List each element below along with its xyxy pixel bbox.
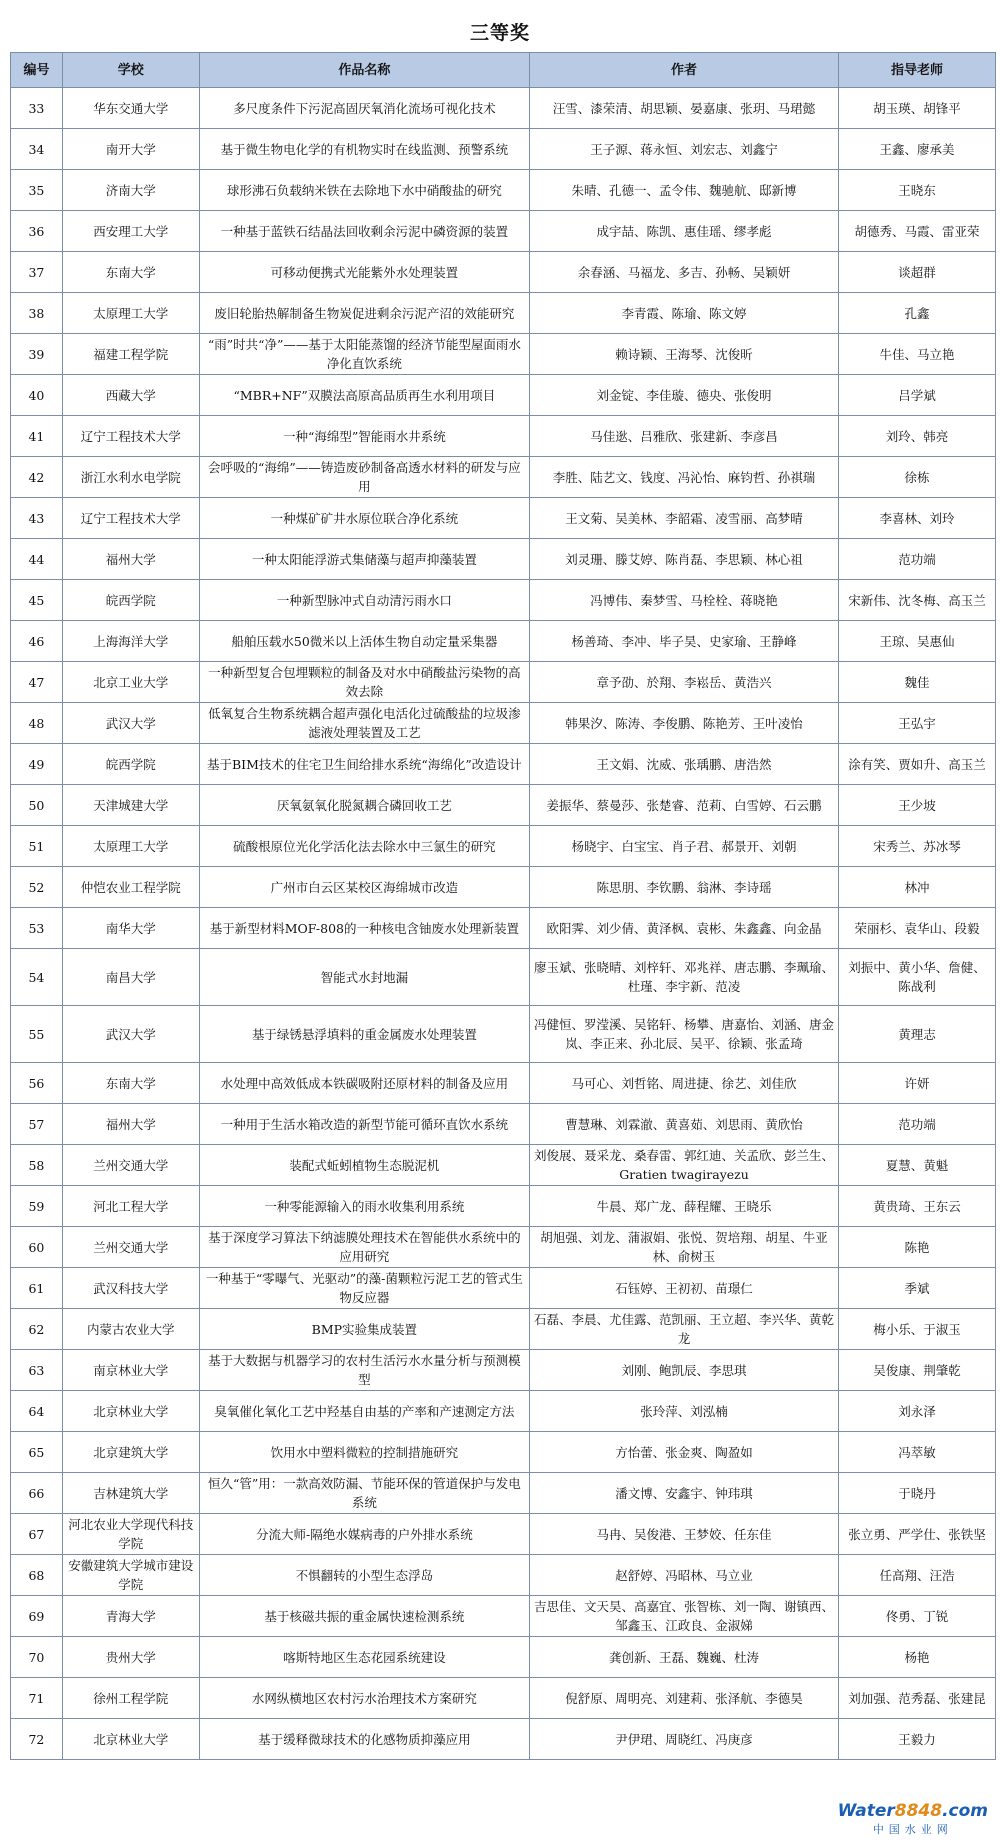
cell-work: 多尺度条件下污泥高固厌氧消化流场可视化技术 [199,88,529,129]
cell-num: 44 [11,539,63,580]
cell-work: 会呼吸的“海绵”——铸造废砂制备高透水材料的研发与应用 [199,457,529,498]
cell-school: 西安理工大学 [62,211,199,252]
cell-num: 64 [11,1391,63,1432]
cell-school: 福州大学 [62,539,199,580]
cell-work: 喀斯特地区生态花园系统建设 [199,1637,529,1678]
cell-work: 一种零能源输入的雨水收集利用系统 [199,1186,529,1227]
cell-authors: 廖玉斌、张晓晴、刘梓轩、邓兆祥、唐志鹏、李珮瑜、杜瑾、李宇新、范凌 [530,949,839,1006]
table-row [11,1186,996,1227]
cell-school: 仲恺农业工程学院 [62,867,199,908]
table-row [11,908,996,949]
cell-authors: 刘刚、鲍凯辰、李思琪 [530,1350,839,1391]
cell-advisor: 佟勇、丁锐 [839,1596,996,1637]
table-row [11,170,996,211]
cell-authors: 李胜、陆艺文、钱度、冯沁怡、麻钧哲、孙祺瑞 [530,457,839,498]
cell-advisor: 季斌 [839,1268,996,1309]
cell-authors: 成宇喆、陈凯、惠佳瑶、缪孝彪 [530,211,839,252]
cell-authors: 张玲萍、刘泓楠 [530,1391,839,1432]
cell-num: 67 [11,1514,63,1555]
cell-advisor: 胡德秀、马霞、雷亚荣 [839,211,996,252]
cell-work: 一种基于蓝铁石结晶法回收剩余污泥中磷资源的装置 [199,211,529,252]
cell-advisor: 牛佳、马立艳 [839,334,996,375]
table-row [11,1596,996,1637]
cell-school: 华东交通大学 [62,88,199,129]
cell-work: 分流大师-隔绝水媒病毒的户外排水系统 [199,1514,529,1555]
cell-authors: 龚创新、王磊、魏巍、杜涛 [530,1637,839,1678]
cell-authors: 杨晓宇、白宝宝、肖子君、郝景开、刘朝 [530,826,839,867]
table-row [11,621,996,662]
cell-school: 浙江水利水电学院 [62,457,199,498]
cell-school: 东南大学 [62,1063,199,1104]
cell-advisor: 徐栋 [839,457,996,498]
cell-work: 恒久“管”用：一款高效防漏、节能环保的管道保护与发电系统 [199,1473,529,1514]
cell-work: 广州市白云区某校区海绵城市改造 [199,867,529,908]
cell-authors: 赖诗颖、王海琴、沈俊昕 [530,334,839,375]
cell-school: 青海大学 [62,1596,199,1637]
cell-authors: 冯健恒、罗滢溪、吴铭轩、杨攀、唐嘉怡、刘涵、唐金岚、李正来、孙北辰、吴平、徐颖、张孟琦 [530,1006,839,1063]
header-work: 作品名称 [199,53,529,88]
cell-authors: 刘俊展、聂采龙、桑春雷、郭红迪、关孟欣、彭兰生、Gratien twagirayezu [530,1145,839,1186]
cell-authors: 吉思佳、文天昊、高嘉宜、张智栋、刘一陶、谢镇西、邹鑫玉、江政良、金淑娣 [530,1596,839,1637]
table-row [11,1006,996,1063]
cell-advisor: 范功端 [839,1104,996,1145]
cell-advisor: 宋新伟、沈冬梅、高玉兰 [839,580,996,621]
cell-advisor: 王琼、吴惠仙 [839,621,996,662]
cell-num: 55 [11,1006,63,1063]
cell-authors: 倪舒原、周明亮、刘建莉、张泽航、李德昊 [530,1678,839,1719]
cell-school: 河北工程大学 [62,1186,199,1227]
cell-authors: 王子源、蒋永恒、刘宏志、刘鑫宁 [530,129,839,170]
cell-school: 济南大学 [62,170,199,211]
cell-authors: 陈思朋、李钦鹏、翁淋、李诗瑶 [530,867,839,908]
cell-school: 辽宁工程技术大学 [62,498,199,539]
header-num: 编号 [11,53,63,88]
table-row [11,457,996,498]
cell-school: 南华大学 [62,908,199,949]
table-header-row [11,53,996,88]
table-row [11,252,996,293]
cell-authors: 余春涵、马福龙、多吉、孙畅、吴颖妍 [530,252,839,293]
cell-advisor: 黄贵琦、王东云 [839,1186,996,1227]
table-row [11,580,996,621]
cell-authors: 欧阳霁、刘少倩、黄泽枫、袁彬、朱鑫鑫、向金晶 [530,908,839,949]
cell-advisor: 吕学斌 [839,375,996,416]
cell-advisor: 荣丽杉、袁华山、段毅 [839,908,996,949]
cell-num: 46 [11,621,63,662]
table-row [11,662,996,703]
cell-num: 50 [11,785,63,826]
cell-num: 40 [11,375,63,416]
cell-work: 一种新型复合包埋颗粒的制备及对水中硝酸盐污染物的高效去除 [199,662,529,703]
cell-num: 54 [11,949,63,1006]
cell-authors: 石磊、李晨、尤佳露、范凯丽、王立超、李兴华、黄乾龙 [530,1309,839,1350]
cell-advisor: 魏佳 [839,662,996,703]
cell-authors: 方怡蕾、张金爽、陶盈如 [530,1432,839,1473]
cell-num: 60 [11,1227,63,1268]
cell-num: 70 [11,1637,63,1678]
cell-num: 69 [11,1596,63,1637]
cell-authors: 汪雪、漆荣清、胡思颖、晏嘉康、张玥、马珺懿 [530,88,839,129]
cell-work: 船舶压载水50微米以上活体生物自动定量采集器 [199,621,529,662]
table-row [11,1227,996,1268]
table-row [11,334,996,375]
cell-work: 厌氧氨氧化脱氮耦合磷回收工艺 [199,785,529,826]
cell-school: 南开大学 [62,129,199,170]
header-advisor: 指导老师 [839,53,996,88]
cell-advisor: 冯萃敏 [839,1432,996,1473]
header-school: 学校 [62,53,199,88]
award-table [10,52,996,1760]
table-row [11,375,996,416]
cell-num: 34 [11,129,63,170]
cell-advisor: 于晓丹 [839,1473,996,1514]
cell-advisor: 刘玲、韩亮 [839,416,996,457]
cell-advisor: 涂有笑、贾如升、高玉兰 [839,744,996,785]
table-row [11,1104,996,1145]
table-row [11,498,996,539]
table-row [11,1268,996,1309]
cell-advisor: 刘振中、黄小华、詹健、陈战利 [839,949,996,1006]
cell-authors: 石钰婷、王初初、苗璟仁 [530,1268,839,1309]
cell-work: 基于大数据与机器学习的农村生活污水水量分析与预测模型 [199,1350,529,1391]
cell-authors: 马可心、刘哲铭、周进捷、徐艺、刘佳欣 [530,1063,839,1104]
cell-school: 兰州交通大学 [62,1227,199,1268]
table-row [11,1678,996,1719]
cell-school: 天津城建大学 [62,785,199,826]
cell-num: 56 [11,1063,63,1104]
table-row [11,1309,996,1350]
table-row [11,1473,996,1514]
cell-num: 68 [11,1555,63,1596]
cell-advisor: 王鑫、廖承美 [839,129,996,170]
cell-work: 基于核磁共振的重金属快速检测系统 [199,1596,529,1637]
cell-work: 臭氧催化氧化工艺中羟基自由基的产率和产速测定方法 [199,1391,529,1432]
cell-school: 北京林业大学 [62,1391,199,1432]
cell-work: 废旧轮胎热解制备生物炭促进剩余污泥产沼的效能研究 [199,293,529,334]
cell-advisor: 张立勇、严学仕、张铁坚 [839,1514,996,1555]
cell-advisor: 谈超群 [839,252,996,293]
cell-num: 45 [11,580,63,621]
cell-work: 智能式水封地漏 [199,949,529,1006]
table-row [11,744,996,785]
cell-work: 基于微生物电化学的有机物实时在线监测、预警系统 [199,129,529,170]
cell-school: 武汉科技大学 [62,1268,199,1309]
cell-num: 65 [11,1432,63,1473]
cell-advisor: 黄理志 [839,1006,996,1063]
table-row [11,1350,996,1391]
cell-school: 西藏大学 [62,375,199,416]
cell-num: 52 [11,867,63,908]
cell-advisor: 许妍 [839,1063,996,1104]
cell-school: 安徽建筑大学城市建设学院 [62,1555,199,1596]
cell-school: 北京建筑大学 [62,1432,199,1473]
cell-num: 59 [11,1186,63,1227]
cell-work: 基于新型材料MOF-808的一种核电含铀废水处理新装置 [199,908,529,949]
cell-school: 吉林建筑大学 [62,1473,199,1514]
cell-advisor: 吴俊康、荆肇乾 [839,1350,996,1391]
cell-num: 35 [11,170,63,211]
cell-work: “雨”时共“净”——基于太阳能蒸馏的经济节能型屋面雨水净化直饮系统 [199,334,529,375]
table-row [11,867,996,908]
cell-num: 57 [11,1104,63,1145]
cell-work: BMP实验集成装置 [199,1309,529,1350]
cell-advisor: 王晓东 [839,170,996,211]
table-row [11,1637,996,1678]
cell-work: 基于BIM技术的住宅卫生间给排水系统“海绵化”改造设计 [199,744,529,785]
cell-work: 一种基于“零曝气、光驱动”的藻-菌颗粒污泥工艺的管式生物反应器 [199,1268,529,1309]
cell-authors: 韩果汐、陈涛、李俊鹏、陈艳芳、王叶凌怡 [530,703,839,744]
cell-work: 基于缓释微球技术的化感物质抑藻应用 [199,1719,529,1760]
cell-num: 38 [11,293,63,334]
cell-advisor: 刘加强、范秀磊、张建昆 [839,1678,996,1719]
cell-school: 内蒙古农业大学 [62,1309,199,1350]
cell-advisor: 李喜林、刘玲 [839,498,996,539]
cell-authors: 胡旭强、刘龙、蒲淑娟、张悦、贺培翔、胡星、牛亚林、俞树玉 [530,1227,839,1268]
cell-authors: 王文娟、沈威、张瑀鹏、唐浩然 [530,744,839,785]
cell-num: 71 [11,1678,63,1719]
cell-authors: 尹伊珺、周晓红、冯庚彦 [530,1719,839,1760]
cell-num: 72 [11,1719,63,1760]
cell-work: 硫酸根原位光化学活化法去除水中三氯生的研究 [199,826,529,867]
cell-advisor: 杨艳 [839,1637,996,1678]
table-row [11,1063,996,1104]
cell-num: 62 [11,1309,63,1350]
cell-num: 43 [11,498,63,539]
header-authors: 作者 [530,53,839,88]
cell-work: 水处理中高效低成本铁碳吸附还原材料的制备及应用 [199,1063,529,1104]
cell-advisor: 夏慧、黄魁 [839,1145,996,1186]
cell-authors: 潘文博、安鑫宇、钟玮琪 [530,1473,839,1514]
cell-school: 上海海洋大学 [62,621,199,662]
table-row [11,416,996,457]
cell-work: 低氧复合生物系统耦合超声强化电活化过硫酸盐的垃圾渗滤液处理装置及工艺 [199,703,529,744]
cell-work: 水网纵横地区农村污水治理技术方案研究 [199,1678,529,1719]
cell-school: 皖西学院 [62,744,199,785]
cell-advisor: 林冲 [839,867,996,908]
cell-school: 南京林业大学 [62,1350,199,1391]
cell-authors: 李青霞、陈瑜、陈文婷 [530,293,839,334]
table-row [11,1719,996,1760]
cell-num: 61 [11,1268,63,1309]
cell-authors: 牛晨、郑广龙、薛程耀、王晓乐 [530,1186,839,1227]
cell-school: 辽宁工程技术大学 [62,416,199,457]
cell-num: 48 [11,703,63,744]
cell-advisor: 王毅力 [839,1719,996,1760]
cell-authors: 刘灵珊、滕艾婷、陈肖磊、李思颖、林心祖 [530,539,839,580]
table-row [11,1432,996,1473]
cell-authors: 曹慧琳、刘霖澈、黄喜茹、刘思雨、黄欣怡 [530,1104,839,1145]
cell-authors: 赵舒婷、冯昭林、马立业 [530,1555,839,1596]
cell-school: 福建工程学院 [62,334,199,375]
table-row [11,211,996,252]
table-row [11,539,996,580]
cell-work: 一种用于生活水箱改造的新型节能可循环直饮水系统 [199,1104,529,1145]
cell-advisor: 刘永泽 [839,1391,996,1432]
table-row [11,826,996,867]
cell-advisor: 孔鑫 [839,293,996,334]
cell-num: 36 [11,211,63,252]
cell-advisor: 胡玉瑛、胡锋平 [839,88,996,129]
cell-school: 河北农业大学现代科技学院 [62,1514,199,1555]
cell-advisor: 任高翔、汪浩 [839,1555,996,1596]
cell-num: 41 [11,416,63,457]
table-row [11,88,996,129]
cell-num: 42 [11,457,63,498]
cell-school: 皖西学院 [62,580,199,621]
cell-school: 东南大学 [62,252,199,293]
table-row [11,293,996,334]
cell-work: 饮用水中塑料微粒的控制措施研究 [199,1432,529,1473]
cell-num: 53 [11,908,63,949]
cell-num: 37 [11,252,63,293]
cell-advisor: 王弘宇 [839,703,996,744]
cell-school: 福州大学 [62,1104,199,1145]
cell-school: 北京林业大学 [62,1719,199,1760]
cell-num: 66 [11,1473,63,1514]
cell-work: 一种“海绵型”智能雨水井系统 [199,416,529,457]
cell-work: 一种新型脉冲式自动清污雨水口 [199,580,529,621]
table-row [11,703,996,744]
cell-num: 51 [11,826,63,867]
cell-work: 球形沸石负载纳米铁在去除地下水中硝酸盐的研究 [199,170,529,211]
cell-authors: 章予劭、於翔、李崧岳、黄浩兴 [530,662,839,703]
cell-advisor: 宋秀兰、苏冰琴 [839,826,996,867]
cell-school: 太原理工大学 [62,293,199,334]
cell-work: 不惧翻转的小型生态浮岛 [199,1555,529,1596]
cell-num: 49 [11,744,63,785]
cell-work: “MBR+NF”双膜法高原高品质再生水利用项目 [199,375,529,416]
cell-school: 太原理工大学 [62,826,199,867]
cell-authors: 杨善琦、李冲、毕子昊、史家瑜、王静峰 [530,621,839,662]
cell-authors: 冯博伟、秦梦雪、马栓栓、蒋晓艳 [530,580,839,621]
table-row [11,1555,996,1596]
cell-work: 基于绿锈悬浮填料的重金属废水处理装置 [199,1006,529,1063]
table-row [11,129,996,170]
cell-authors: 马佳逖、吕雅欣、张建新、李彦昌 [530,416,839,457]
cell-num: 58 [11,1145,63,1186]
cell-school: 南昌大学 [62,949,199,1006]
cell-authors: 刘金锭、李佳璇、德央、张俊明 [530,375,839,416]
cell-work: 一种太阳能浮游式集储藻与超声抑藻装置 [199,539,529,580]
cell-work: 基于深度学习算法下纳滤膜处理技术在智能供水系统中的应用研究 [199,1227,529,1268]
cell-work: 一种煤矿矿井水原位联合净化系统 [199,498,529,539]
cell-num: 63 [11,1350,63,1391]
cell-authors: 朱晴、孔德一、孟令伟、魏驰航、邸新博 [530,170,839,211]
table-row [11,785,996,826]
cell-authors: 王文菊、吴美林、李韶霜、凌雪丽、高梦晴 [530,498,839,539]
site-logo: Water8848.com 中国水业网 [837,1801,988,1836]
cell-advisor: 梅小乐、于淑玉 [839,1309,996,1350]
cell-school: 武汉大学 [62,703,199,744]
cell-num: 39 [11,334,63,375]
cell-school: 兰州交通大学 [62,1145,199,1186]
table-row [11,1145,996,1186]
table-row [11,949,996,1006]
page-title: 三等奖 [469,22,530,44]
cell-school: 徐州工程学院 [62,1678,199,1719]
cell-work: 可移动便携式光能紫外水处理装置 [199,252,529,293]
cell-authors: 马冉、吴俊港、王梦姣、任东佳 [530,1514,839,1555]
table-row [11,1514,996,1555]
cell-school: 贵州大学 [62,1637,199,1678]
cell-authors: 姜振华、蔡曼莎、张楚睿、范莉、白雪婷、石云鹏 [530,785,839,826]
cell-advisor: 王少坡 [839,785,996,826]
cell-school: 北京工业大学 [62,662,199,703]
cell-advisor: 陈艳 [839,1227,996,1268]
cell-num: 33 [11,88,63,129]
cell-work: 装配式蚯蚓植物生态脱泥机 [199,1145,529,1186]
cell-advisor: 范功端 [839,539,996,580]
cell-num: 47 [11,662,63,703]
table-row [11,1391,996,1432]
cell-school: 武汉大学 [62,1006,199,1063]
